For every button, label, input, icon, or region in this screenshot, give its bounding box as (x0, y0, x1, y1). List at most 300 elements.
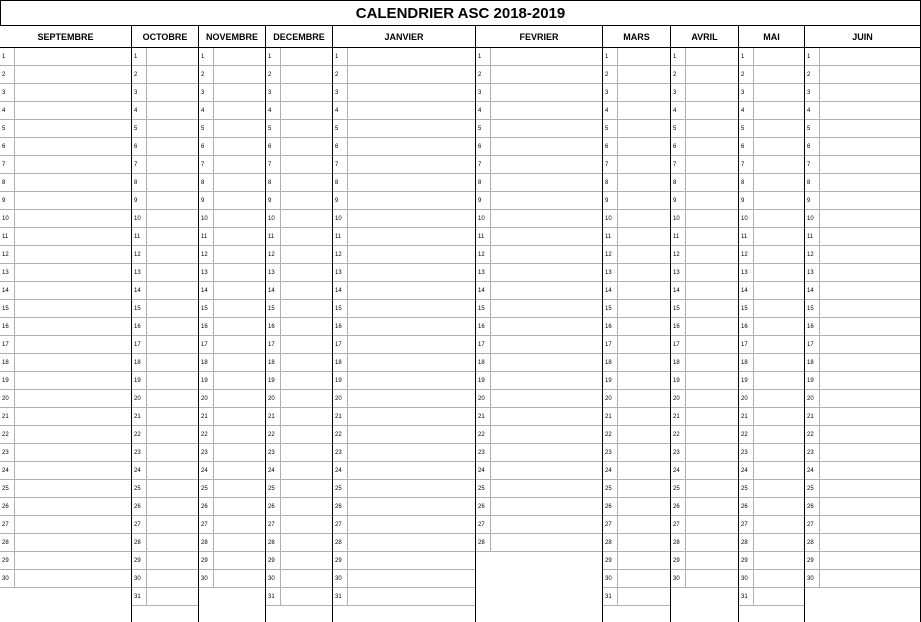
day-details (491, 300, 602, 317)
day-row (333, 264, 475, 282)
day-details (754, 534, 804, 551)
day-details (281, 462, 332, 479)
day-details (348, 48, 475, 65)
day-row (476, 282, 602, 300)
day-row (739, 462, 804, 480)
day-number: 26 (199, 498, 214, 515)
day-row (739, 138, 804, 156)
day-details (15, 300, 131, 317)
day-row (476, 300, 602, 318)
day-details (214, 246, 265, 263)
day-row (0, 426, 131, 444)
day-number: 6 (132, 138, 147, 155)
day-details (15, 48, 131, 65)
day-details (618, 498, 670, 515)
day-number: 19 (333, 372, 348, 389)
day-number: 10 (266, 210, 281, 227)
day-details (820, 534, 920, 551)
day-details (820, 480, 920, 497)
day-details (281, 138, 332, 155)
day-number: 9 (266, 192, 281, 209)
day-number: 6 (266, 138, 281, 155)
day-row (0, 372, 131, 390)
day-details (15, 480, 131, 497)
day-row (476, 246, 602, 264)
day-row (266, 246, 332, 264)
day-details (820, 516, 920, 533)
day-row (603, 48, 670, 66)
day-details (820, 408, 920, 425)
day-details (15, 66, 131, 83)
day-row (603, 66, 670, 84)
day-row (132, 156, 198, 174)
day-row (132, 66, 198, 84)
day-details (15, 282, 131, 299)
day-row (199, 300, 265, 318)
day-row (671, 282, 738, 300)
day-row (671, 66, 738, 84)
day-number: 10 (805, 210, 820, 227)
day-details (618, 588, 670, 605)
day-row (0, 570, 131, 588)
day-row (476, 318, 602, 336)
day-row (739, 318, 804, 336)
day-row (333, 318, 475, 336)
day-number: 20 (266, 390, 281, 407)
day-row (805, 102, 920, 120)
day-row (805, 300, 920, 318)
day-row (132, 300, 198, 318)
day-number: 29 (199, 552, 214, 569)
day-row (476, 336, 602, 354)
day-row (199, 336, 265, 354)
day-row (603, 300, 670, 318)
day-details (214, 174, 265, 191)
day-row (805, 462, 920, 480)
day-number: 1 (739, 48, 754, 65)
day-number: 2 (0, 66, 15, 83)
day-number: 30 (805, 570, 820, 587)
day-number: 23 (199, 444, 214, 461)
day-row (199, 354, 265, 372)
day-details (147, 480, 198, 497)
day-row (132, 282, 198, 300)
day-number: 28 (199, 534, 214, 551)
day-row (0, 498, 131, 516)
day-row (671, 426, 738, 444)
day-number: 27 (333, 516, 348, 533)
day-number: 8 (199, 174, 214, 191)
day-number: 2 (266, 66, 281, 83)
day-row (266, 264, 332, 282)
day-row (132, 552, 198, 570)
day-details (820, 192, 920, 209)
day-details (491, 480, 602, 497)
day-row (739, 264, 804, 282)
day-details (686, 480, 738, 497)
day-number: 10 (739, 210, 754, 227)
day-row (266, 390, 332, 408)
day-details (618, 318, 670, 335)
day-row (805, 318, 920, 336)
day-details (281, 354, 332, 371)
day-details (147, 174, 198, 191)
day-number: 25 (805, 480, 820, 497)
day-number: 13 (603, 264, 618, 281)
day-number: 10 (132, 210, 147, 227)
day-details (15, 516, 131, 533)
day-row (333, 48, 475, 66)
day-row (739, 228, 804, 246)
day-number: 8 (739, 174, 754, 191)
day-details (281, 498, 332, 515)
day-number: 13 (0, 264, 15, 281)
day-row (603, 336, 670, 354)
day-number: 27 (266, 516, 281, 533)
day-row (266, 138, 332, 156)
day-details (820, 336, 920, 353)
day-number: 12 (603, 246, 618, 263)
day-details (281, 426, 332, 443)
day-number: 21 (603, 408, 618, 425)
day-row (132, 570, 198, 588)
day-details (214, 282, 265, 299)
day-row (0, 300, 131, 318)
day-details (820, 426, 920, 443)
day-details (618, 408, 670, 425)
day-row (199, 264, 265, 282)
day-number: 12 (671, 246, 686, 263)
day-row (739, 426, 804, 444)
day-details (686, 102, 738, 119)
day-row (333, 462, 475, 480)
day-row (671, 570, 738, 588)
day-number: 27 (132, 516, 147, 533)
day-row (739, 282, 804, 300)
day-number: 22 (333, 426, 348, 443)
day-details (820, 318, 920, 335)
day-number: 1 (671, 48, 686, 65)
day-number: 24 (0, 462, 15, 479)
day-details (348, 120, 475, 137)
day-details (15, 570, 131, 587)
day-details (618, 480, 670, 497)
day-row (671, 462, 738, 480)
day-row (132, 462, 198, 480)
day-row (476, 156, 602, 174)
day-row (671, 336, 738, 354)
day-number: 3 (0, 84, 15, 101)
day-number: 24 (199, 462, 214, 479)
day-row (671, 102, 738, 120)
day-details (348, 570, 475, 587)
day-details (754, 192, 804, 209)
day-row (333, 102, 475, 120)
day-row (199, 372, 265, 390)
day-number: 11 (199, 228, 214, 245)
day-details (754, 336, 804, 353)
day-details (348, 336, 475, 353)
day-number: 4 (199, 102, 214, 119)
day-number: 21 (476, 408, 491, 425)
day-number: 19 (476, 372, 491, 389)
day-number: 22 (266, 426, 281, 443)
day-number: 8 (266, 174, 281, 191)
day-details (214, 84, 265, 101)
day-details (15, 426, 131, 443)
day-details (281, 102, 332, 119)
day-row (805, 246, 920, 264)
day-details (686, 390, 738, 407)
day-details (348, 354, 475, 371)
day-number: 10 (476, 210, 491, 227)
day-number: 17 (671, 336, 686, 353)
day-details (754, 390, 804, 407)
day-number: 13 (805, 264, 820, 281)
day-number: 21 (333, 408, 348, 425)
day-row (0, 318, 131, 336)
day-number: 26 (0, 498, 15, 515)
day-details (686, 138, 738, 155)
day-number: 11 (132, 228, 147, 245)
day-details (147, 426, 198, 443)
day-number: 21 (671, 408, 686, 425)
day-row (333, 192, 475, 210)
day-number: 4 (476, 102, 491, 119)
day-details (686, 462, 738, 479)
day-number: 28 (476, 534, 491, 551)
day-details (348, 156, 475, 173)
day-row (0, 66, 131, 84)
day-details (281, 516, 332, 533)
day-details (147, 552, 198, 569)
day-row (266, 498, 332, 516)
day-row (199, 462, 265, 480)
day-details (348, 318, 475, 335)
day-number: 14 (739, 282, 754, 299)
day-number: 15 (476, 300, 491, 317)
day-row (476, 84, 602, 102)
day-row (603, 120, 670, 138)
day-details (348, 228, 475, 245)
day-number: 13 (199, 264, 214, 281)
month-name: NOVEMBRE (199, 26, 265, 48)
day-number: 5 (132, 120, 147, 137)
day-number: 15 (132, 300, 147, 317)
day-details (147, 48, 198, 65)
day-number: 24 (739, 462, 754, 479)
day-number: 5 (671, 120, 686, 137)
day-row (266, 462, 332, 480)
day-row (603, 462, 670, 480)
day-number: 15 (805, 300, 820, 317)
day-details (820, 300, 920, 317)
day-number: 14 (476, 282, 491, 299)
day-row (476, 390, 602, 408)
day-row (132, 336, 198, 354)
day-row (671, 246, 738, 264)
day-row (333, 498, 475, 516)
day-details (348, 192, 475, 209)
day-row (805, 372, 920, 390)
day-row (0, 534, 131, 552)
day-row (0, 210, 131, 228)
day-number: 24 (603, 462, 618, 479)
day-row (603, 570, 670, 588)
day-number: 18 (333, 354, 348, 371)
day-details (214, 138, 265, 155)
day-details (820, 66, 920, 83)
day-details (618, 462, 670, 479)
day-row (671, 48, 738, 66)
day-row (603, 354, 670, 372)
day-row (333, 354, 475, 372)
day-details (15, 192, 131, 209)
day-row (603, 516, 670, 534)
day-details (820, 48, 920, 65)
day-number: 1 (199, 48, 214, 65)
day-row (132, 390, 198, 408)
day-number: 7 (671, 156, 686, 173)
day-details (147, 498, 198, 515)
day-row (739, 66, 804, 84)
day-details (820, 354, 920, 371)
day-details (686, 444, 738, 461)
day-details (147, 192, 198, 209)
day-details (15, 264, 131, 281)
day-row (476, 534, 602, 552)
day-details (754, 300, 804, 317)
day-details (348, 84, 475, 101)
day-details (15, 174, 131, 191)
day-number: 3 (739, 84, 754, 101)
day-number: 12 (132, 246, 147, 263)
day-row (671, 138, 738, 156)
day-row (739, 552, 804, 570)
day-number: 6 (671, 138, 686, 155)
day-number: 9 (0, 192, 15, 209)
day-number: 20 (805, 390, 820, 407)
day-row (739, 246, 804, 264)
day-number: 14 (603, 282, 618, 299)
day-details (214, 210, 265, 227)
day-row (476, 372, 602, 390)
day-number: 15 (739, 300, 754, 317)
day-details (147, 516, 198, 533)
day-number: 5 (476, 120, 491, 137)
day-details (491, 210, 602, 227)
day-details (754, 318, 804, 335)
day-details (15, 354, 131, 371)
day-number: 9 (603, 192, 618, 209)
day-row (476, 264, 602, 282)
day-number: 29 (603, 552, 618, 569)
day-details (820, 462, 920, 479)
day-number: 29 (0, 552, 15, 569)
day-number: 18 (603, 354, 618, 371)
day-number: 7 (739, 156, 754, 173)
day-row (476, 192, 602, 210)
day-number: 5 (266, 120, 281, 137)
day-details (214, 264, 265, 281)
day-number: 16 (805, 318, 820, 335)
day-details (147, 138, 198, 155)
day-details (618, 426, 670, 443)
day-row (266, 192, 332, 210)
day-details (348, 534, 475, 551)
day-details (618, 444, 670, 461)
day-row (333, 516, 475, 534)
day-row (603, 444, 670, 462)
day-details (15, 102, 131, 119)
day-number: 7 (199, 156, 214, 173)
day-row (266, 336, 332, 354)
day-details (348, 372, 475, 389)
day-details (15, 138, 131, 155)
day-number: 1 (266, 48, 281, 65)
day-row (603, 264, 670, 282)
day-details (491, 534, 602, 551)
day-details (348, 264, 475, 281)
day-number: 10 (671, 210, 686, 227)
day-details (147, 156, 198, 173)
day-details (214, 372, 265, 389)
day-row (132, 102, 198, 120)
day-row (199, 120, 265, 138)
day-row (333, 336, 475, 354)
day-details (491, 498, 602, 515)
day-details (754, 102, 804, 119)
day-number: 14 (199, 282, 214, 299)
day-row (132, 426, 198, 444)
day-number: 3 (805, 84, 820, 101)
day-row (132, 534, 198, 552)
day-details (820, 138, 920, 155)
day-row (333, 300, 475, 318)
day-number: 21 (266, 408, 281, 425)
day-number: 16 (476, 318, 491, 335)
day-number: 8 (333, 174, 348, 191)
day-details (214, 102, 265, 119)
day-row (603, 138, 670, 156)
day-row (739, 120, 804, 138)
day-row (0, 120, 131, 138)
day-number: 28 (805, 534, 820, 551)
day-row (603, 480, 670, 498)
day-number: 27 (603, 516, 618, 533)
day-number: 21 (199, 408, 214, 425)
day-details (348, 552, 475, 569)
day-number: 7 (476, 156, 491, 173)
day-row (266, 534, 332, 552)
day-details (618, 210, 670, 227)
day-row (0, 444, 131, 462)
day-number: 16 (603, 318, 618, 335)
day-details (348, 210, 475, 227)
day-row (805, 480, 920, 498)
day-row (739, 408, 804, 426)
day-number: 13 (739, 264, 754, 281)
day-row (603, 156, 670, 174)
day-details (491, 426, 602, 443)
day-details (686, 228, 738, 245)
day-details (348, 462, 475, 479)
day-row (805, 210, 920, 228)
day-row (266, 372, 332, 390)
day-details (348, 282, 475, 299)
day-row (132, 228, 198, 246)
day-row (132, 84, 198, 102)
